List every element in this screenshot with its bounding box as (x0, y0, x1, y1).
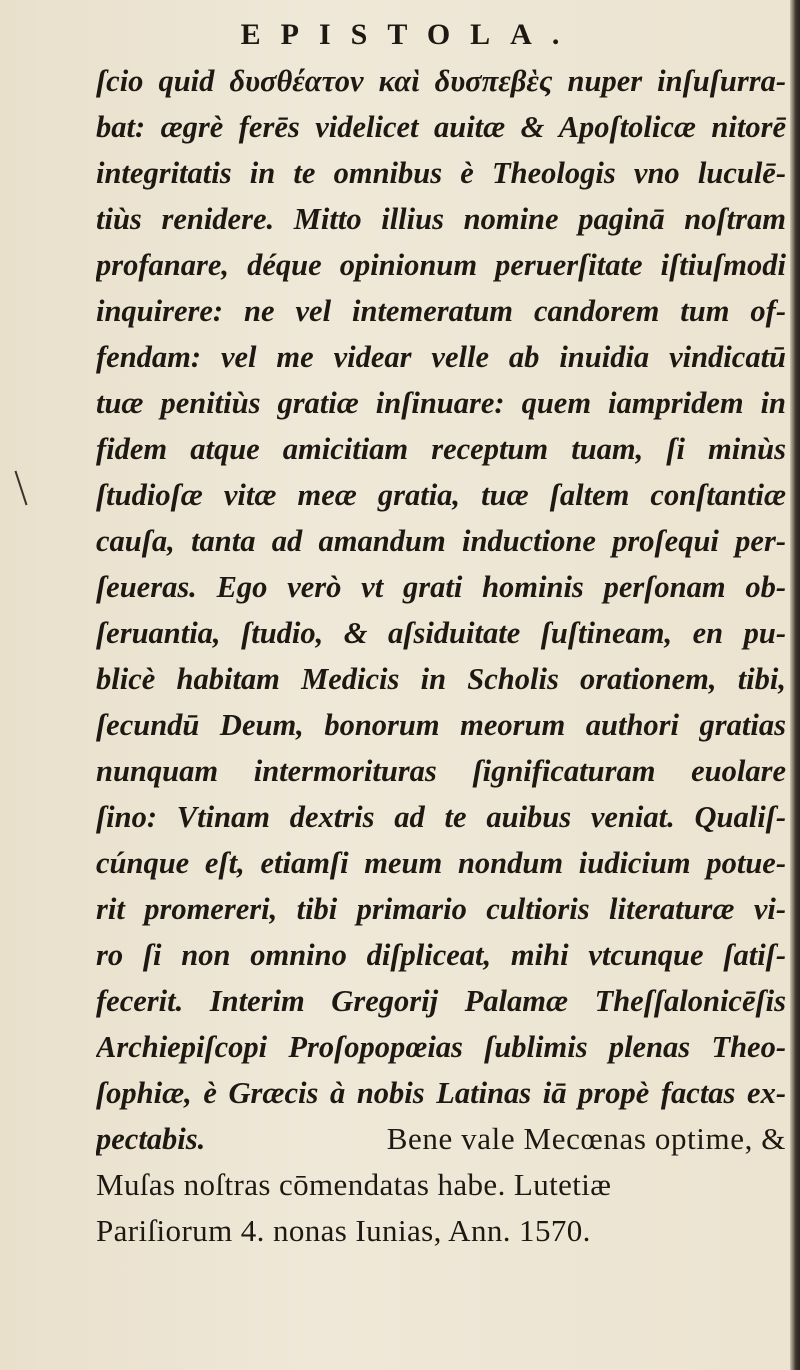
date-line: Pariſiorum 4. nonas Iunias, Ann. 1570. (96, 1213, 591, 1248)
text-line: bat: ægrè ferēs videlicet auitæ & Apoſtolicæ nitorē (96, 110, 786, 144)
text-line: ſeueras. Ego verò vt grati hominis perſonam ob- (96, 570, 786, 604)
text-line: Archiepiſcopi Proſopopœias ſublimis plenas Theo- (96, 1030, 786, 1064)
text-line: ſecundū Deum, bonorum meorum authori gratias (96, 708, 786, 742)
text-line: nunquam intermorituras ſignificaturam euolare (96, 754, 786, 788)
text-line: ſcio quid δυσθέατον καὶ δυσπεβὲς nuper inſuſurra- (96, 64, 786, 98)
text-line: cúnque eſt, etiamſi meum nondum iudicium potue- (96, 846, 786, 880)
closing-line (96, 1116, 786, 1162)
margin-mark (14, 471, 27, 506)
text-line: inquirere: ne vel intemeratum candorem tum of- (96, 294, 786, 328)
page-header: EPISTOLA. (240, 18, 580, 51)
roman-line: Muſas noſtras cōmendatas habe. Lutetiæ (96, 1167, 612, 1202)
text-line: blicè habitam Medicis in Scholis orationem, tibi, (96, 662, 786, 696)
text-line: ro ſi non omnino diſpliceat, mihi vtcunque ſatiſ- (96, 938, 786, 972)
text-line: fecerit. Interim Gregorij Palamæ Theſſalonicēſis (96, 984, 786, 1018)
text-line: fidem atque amicitiam receptum tuam, ſi minùs (96, 432, 786, 466)
text-line: tiùs renidere. Mitto illius nomine paginā noſtram (96, 202, 786, 236)
text-line: ſtudioſæ vitæ meæ gratia, tuæ ſaltem conſtantiæ (96, 478, 786, 512)
closing-roman: Bene vale Mecœnas optime, & (386, 1121, 786, 1156)
text-line: rit promereri, tibi primario cultioris literaturæ vi- (96, 892, 786, 926)
text-line: cauſa, tanta ad amandum inductione proſequi per- (96, 524, 786, 558)
closing-italic: pectabis. (96, 1122, 206, 1156)
text-line: ſeruantia, ſtudio, & aſsiduitate ſuſtineam, en pu- (96, 616, 786, 650)
letter-body (96, 58, 786, 1254)
page-edge (790, 0, 800, 1370)
text-line: ſophiæ, è Græcis à nobis Latinas iā propè factas ex- (96, 1076, 786, 1110)
text-line: fendam: vel me videar velle ab inuidia vindicatū (96, 340, 786, 374)
text-line: tuæ penitiùs gratiæ inſinuare: quem iampridem in (96, 386, 786, 420)
text-line: ſino: Vtinam dextris ad te auibus veniat. Qualiſ- (96, 800, 786, 834)
text-line: integritatis in te omnibus è Theologis vno luculē- (96, 156, 786, 190)
text-line: profanare, déque opinionum peruerſitate iſtiuſmodi (96, 248, 786, 282)
